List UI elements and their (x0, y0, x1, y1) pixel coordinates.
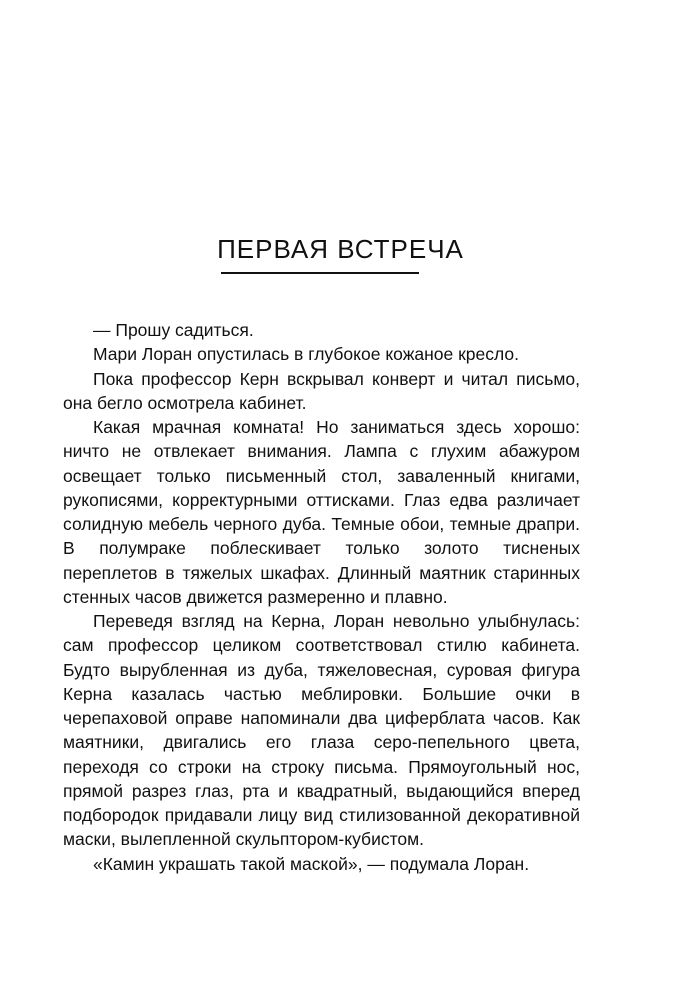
title-underline (221, 272, 419, 274)
chapter-title: ПЕРВАЯ ВСТРЕЧА (217, 234, 464, 264)
chapter-text (63, 318, 580, 876)
paragraph: Какая мрачная комната! Но заниматься здесь хорошо: ничто не отвлекает внимания. Лампа с глухим абажуром освещает только письменный стол, заваленный книгами, рукописями, корректурными оттисками. Глаз едва различает солидную мебель черного дуба. Темные обои, темные драпри. В полумраке поблескивает только золото тисненых переплетов в тяжелых шкафах. Длинный маятник старинных стенных часов движется размеренно и плавно. (63, 417, 580, 607)
paragraph: «Камин украшать такой маской», — подумала Лоран. (93, 853, 530, 874)
paragraph: — Прошу садиться. (93, 320, 254, 340)
paragraph: Мари Лоран опустилась в глубокое кожаное кресло. (93, 344, 520, 365)
paragraph: Переведя взгляд на Керна, Лоран невольно улыбнулась: сам профессор целиком соответствовал стилю кабинета. Будто вырубленная из дуба, тяжеловесная, суровая фигура Керна казалась частью меблировки. Большие очки в черепаховой оправе напоминали два циферблата часов. Как маятники, двигались его глаза серо-пепельного цвета, переходя со строки на строку письма. Прямоугольный нос, прямой разрез глаз, рта и квадратный, выдающийся вперед подбородок придавали лицу вид стилизованной декоративной маски, вылепленной скульптором-кубистом. (63, 611, 580, 850)
paragraph: Пока профессор Керн вскрывал конверт и читал письмо, она бегло осмотрела кабинет. (63, 368, 580, 413)
